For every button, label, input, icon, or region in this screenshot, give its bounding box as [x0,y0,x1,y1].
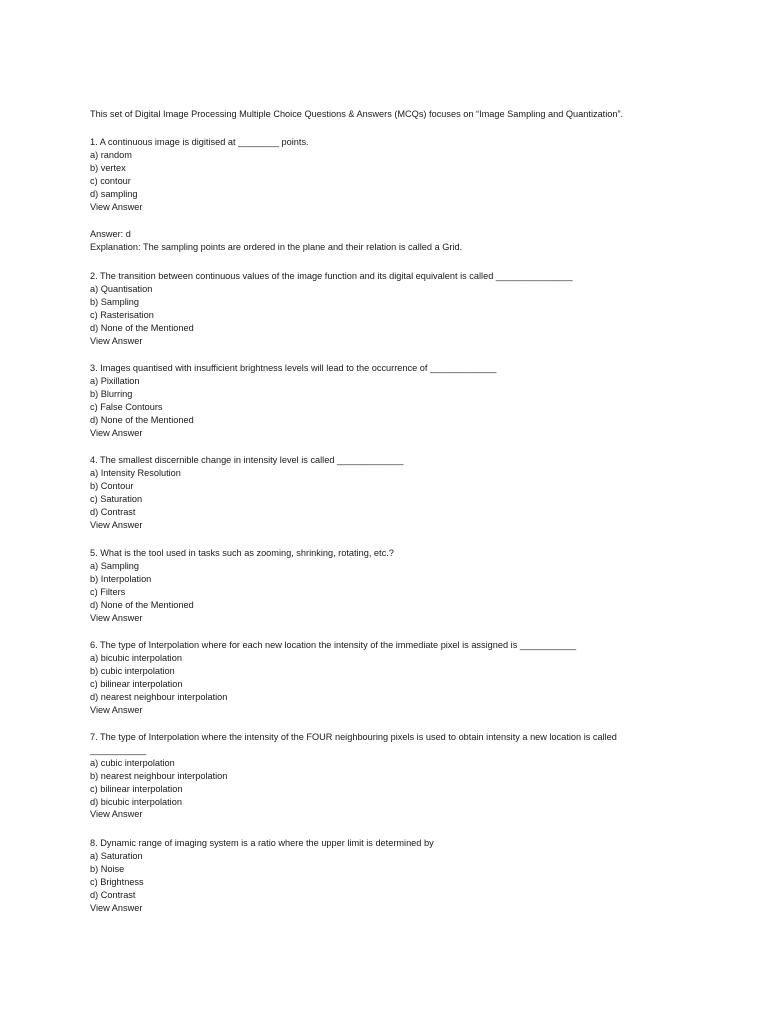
option-c: c) contour [90,175,131,186]
option-c: c) bilinear interpolation [90,783,183,794]
question-text: 5. What is the tool used in tasks such as zooming, shrinking, rotating, etc.? [90,548,394,558]
view-answer-link[interactable]: View Answer [90,902,143,913]
question-text: 7. The type of Interpolation where the intensity of the FOUR neighbouring pixels is used to obtain intensity a new location is called [90,732,617,742]
option-a: a) Sampling [90,560,140,571]
option-a: a) Saturation [90,850,143,861]
option-a: a) Pixillation [90,375,140,386]
option-c: c) bilinear interpolation [90,678,183,689]
question-text: 4. The smallest discernible change in intensity level is called _____________ [90,455,404,465]
option-d: d) Contrast [90,506,136,517]
option-a: a) bicubic interpolation [90,652,182,663]
question-text: 6. The type of Interpolation where for each new location the intensity of the immediate pixel is assigned is ___________ [90,640,577,650]
option-a: a) cubic interpolation [90,757,175,768]
option-c: c) False Contours [90,401,163,412]
question-6 [90,639,690,716]
option-b: b) vertex [90,162,126,173]
question-1 [90,136,690,213]
option-a: a) random [90,149,132,160]
option-b: b) Sampling [90,296,140,307]
view-answer-link[interactable]: View Answer [90,519,143,530]
option-d: d) nearest neighbour interpolation [90,691,228,702]
question-text: 8. Dynamic range of imaging system is a ratio where the upper limit is determined by [90,838,434,848]
option-d: d) bicubic interpolation [90,796,182,807]
option-d: d) None of the Mentioned [90,414,194,425]
answer-text: Answer: d [90,229,131,239]
question-8 [90,837,690,914]
view-answer-link[interactable]: View Answer [90,704,143,715]
answer-1 [90,228,462,254]
intro-text: This set of Digital Image Processing Multiple Choice Questions & Answers (MCQs) focuses on “Image Sampling and Quantization”. [90,109,624,119]
option-d: d) Contrast [90,889,136,900]
option-c: c) Filters [90,586,126,597]
option-b: b) Noise [90,863,125,874]
question-2 [90,270,690,347]
question-5 [90,547,690,624]
view-answer-link[interactable]: View Answer [90,427,143,438]
option-b: b) cubic interpolation [90,665,175,676]
explanation-text: Explanation: The sampling points are ordered in the plane and their relation is called a Grid. [90,241,463,252]
option-c: c) Saturation [90,493,143,504]
option-b: b) Interpolation [90,573,152,584]
question-text: 2. The transition between continuous values of the image function and its digital equivalent is called _______________ [90,271,573,281]
view-answer-link[interactable]: View Answer [90,335,143,346]
question-3 [90,362,690,439]
question-text: 1. A continuous image is digitised at ________ points. [90,137,309,147]
option-c: c) Rasterisation [90,309,154,320]
option-a: a) Quantisation [90,283,153,294]
question-text: 3. Images quantised with insufficient brightness levels will lead to the occurrence of _____________ [90,363,497,373]
option-d: d) None of the Mentioned [90,599,194,610]
question-blank: ___________ [90,744,147,755]
question-4 [90,454,690,531]
option-c: c) Brightness [90,876,144,887]
question-7 [90,731,690,821]
option-d: d) sampling [90,188,138,199]
view-answer-link[interactable]: View Answer [90,201,143,212]
view-answer-link[interactable]: View Answer [90,809,143,820]
option-b: b) Blurring [90,388,133,399]
option-d: d) None of the Mentioned [90,322,194,333]
option-b: b) Contour [90,480,134,491]
view-answer-link[interactable]: View Answer [90,612,143,623]
option-a: a) Intensity Resolution [90,467,181,478]
option-b: b) nearest neighbour interpolation [90,770,228,781]
